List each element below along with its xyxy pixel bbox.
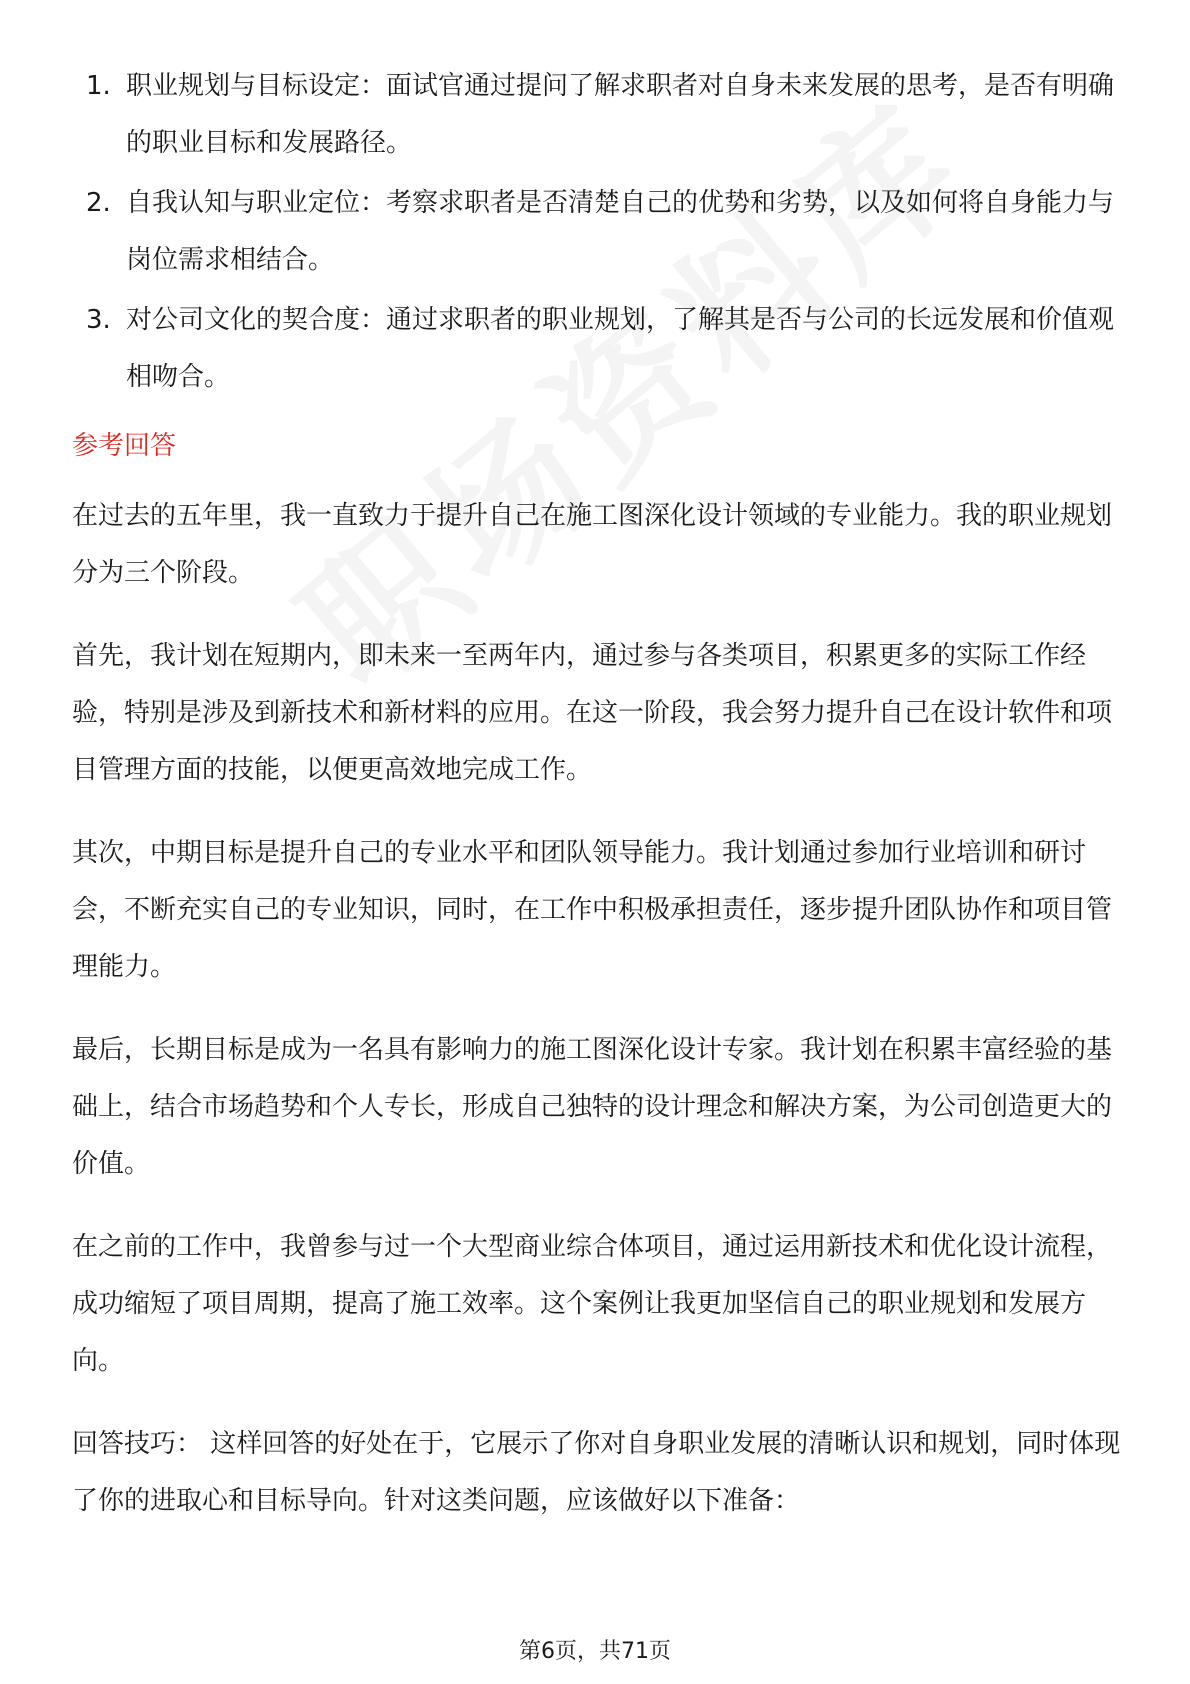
list-item-text: 职业规划与目标设定：面试官通过提问了解求职者对自身未来发展的思考，是否有明确的职业目标和发展路径。 [126,71,1115,158]
paragraph: 回答技巧： 这样回答的好处在于，它展示了你对自身职业发展的清晰认识和规划，同时体现了你的进取心和目标导向。针对这类问题，应该做好以下准备： [72,1429,1121,1516]
page-content [72,58,1122,1556]
paragraph: 其次，中期目标是提升自己的专业水平和团队领导能力。我计划通过参加行业培训和研讨会，不断充实自己的专业知识，同时，在工作中积极承担责任，逐步提升团队协作和项目管理能力。 [72,838,1113,982]
list-item-number: 2. [86,188,111,218]
criteria-list [72,58,1122,406]
paragraph: 在之前的工作中，我曾参与过一个大型商业综合体项目，通过运用新技术和优化设计流程，成功缩短了项目周期，提高了施工效率。这个案例让我更加坚信自己的职业规划和发展方向。 [72,1232,1113,1376]
list-item-number: 1. [86,71,111,101]
list-item [72,58,1122,172]
section-title: 参考回答 [72,431,177,461]
page-number-footer: 第6页，共71页 [519,1639,671,1664]
list-item-number: 3. [86,305,111,335]
paragraph: 首先，我计划在短期内，即未来一至两年内，通过参与各类项目，积累更多的实际工作经验，特别是涉及到新技术和新材料的应用。在这一阶段，我会努力提升自己在设计软件和项目管理方面的技能，以便更高效地完成工作。 [72,641,1113,785]
paragraph: 最后，长期目标是成为一名具有影响力的施工图深化设计专家。我计划在积累丰富经验的基础上，结合市场趋势和个人专长，形成自己独特的设计理念和解决方案，为公司创造更大的价值。 [72,1035,1113,1179]
list-item-text: 对公司文化的契合度：通过求职者的职业规划，了解其是否与公司的长远发展和价值观相吻合。 [126,305,1115,392]
list-item [72,175,1122,289]
list-item-text: 自我认知与职业定位：考察求职者是否清楚自己的优势和劣势，以及如何将自身能力与岗位需求相结合。 [126,188,1115,275]
paragraph: 在过去的五年里，我一直致力于提升自己在施工图深化设计领域的专业能力。我的职业规划分为三个阶段。 [72,501,1113,588]
list-item [72,292,1122,406]
